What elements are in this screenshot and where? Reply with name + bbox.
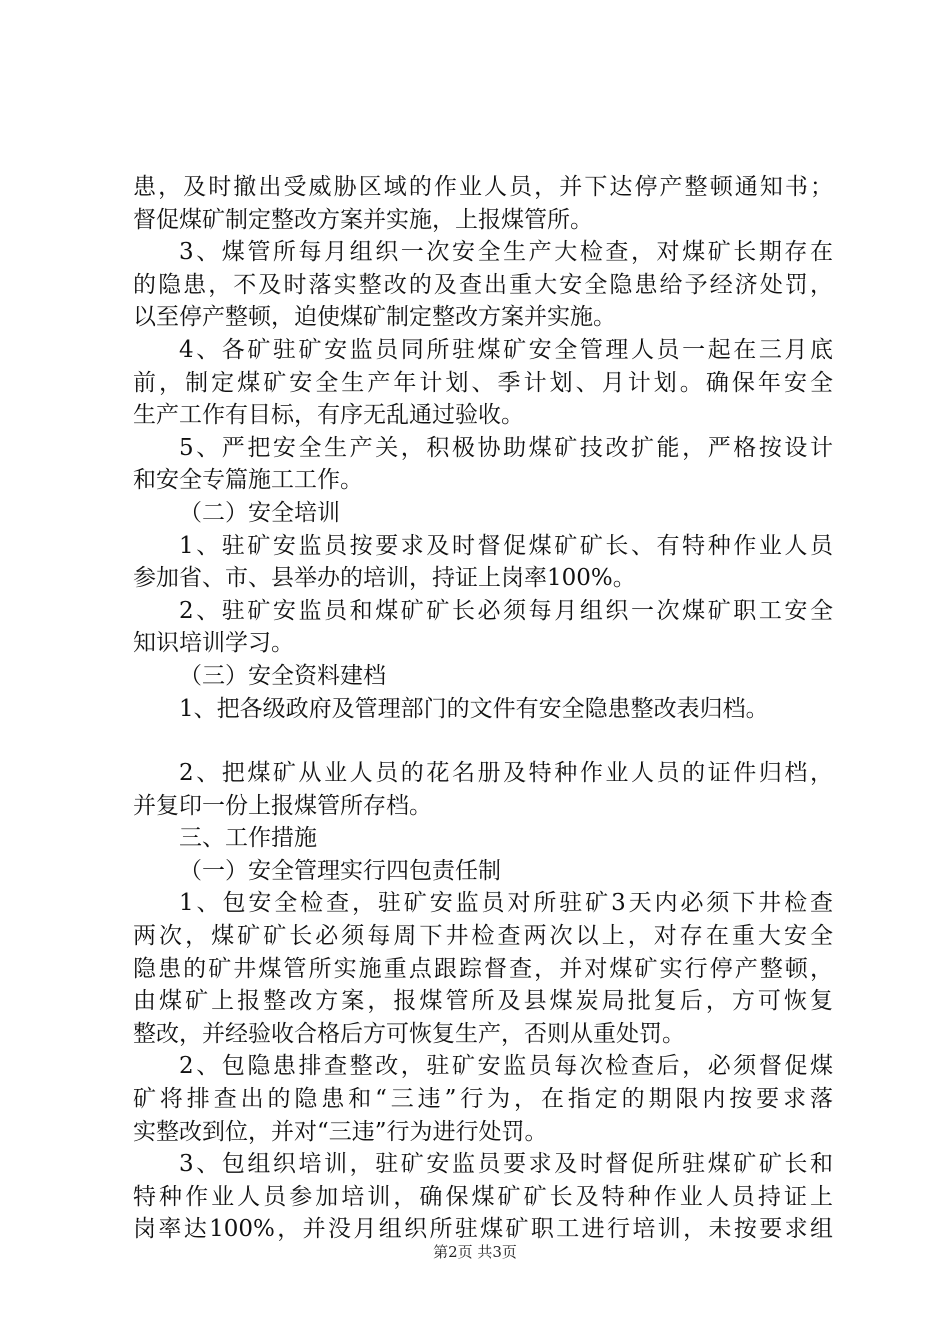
text-line: 3、包组织培训，驻矿安监员要求及时督促所驻煤矿矿长和	[179, 1151, 833, 1178]
text-line: 的隐患，不及时落实整改的及查出重大安全隐患给予经济处罚，	[133, 271, 833, 298]
text-line: 1、把各级政府及管理部门的文件有安全隐患整改表归档。	[179, 695, 769, 722]
text-line: 1、驻矿安监员按要求及时督促煤矿矿长、有特种作业人员	[179, 532, 833, 559]
text-line: 知识培训学习。	[133, 630, 294, 657]
text-line: 5、严把安全生产关，积极协助煤矿技改扩能，严格按设计	[179, 434, 833, 461]
text-line: 实整改到位，并对“三违”行为进行处罚。	[133, 1118, 548, 1145]
section-heading: （一）安全管理实行四包责任制	[179, 857, 501, 884]
text-line: 并复印一份上报煤管所存档。	[133, 792, 432, 819]
text-line: 2、包隐患排查整改，驻矿安监员每次检查后，必须督促煤	[179, 1053, 833, 1080]
text-line: 隐患的矿井煤管所实施重点跟踪督查，并对煤矿实行停产整顿，	[133, 955, 833, 982]
text-line: 两次，煤矿矿长必须每周下井检查两次以上，对存在重大安全	[133, 923, 833, 950]
text-line: 岗率达100%，并没月组织所驻煤矿职工进行培训，未按要求组	[133, 1216, 833, 1243]
text-line: 特种作业人员参加培训，确保煤矿矿长及特种作业人员持证上	[133, 1183, 833, 1210]
document-body	[133, 171, 833, 1246]
text-line: 整改，并经验收合格后方可恢复生产，否则从重处罚。	[133, 1020, 685, 1047]
text-line: 由煤矿上报整改方案，报煤管所及县煤炭局批复后，方可恢复	[133, 988, 833, 1015]
section-heading: 三、工作措施	[179, 825, 317, 852]
blank-line	[133, 725, 833, 757]
text-line: 和安全专篇施工工作。	[133, 467, 363, 494]
text-line: 生产工作有目标，有序无乱通过验收。	[133, 402, 524, 429]
text-line: 3、煤管所每月组织一次安全生产大检查，对煤矿长期存在	[179, 239, 833, 266]
text-line: 4、各矿驻矿安监员同所驻煤矿安全管理人员一起在三月底	[179, 336, 833, 363]
text-line: 前，制定煤矿安全生产年计划、季计划、月计划。确保年安全	[133, 369, 833, 396]
text-line: 督促煤矿制定整改方案并实施，上报煤管所。	[133, 206, 593, 233]
text-line: 2、把煤矿从业人员的花名册及特种作业人员的证件归档，	[179, 760, 833, 787]
text-line: 2、驻矿安监员和煤矿矿长必须每月组织一次煤矿职工安全	[179, 597, 833, 624]
page-number: 第2页 共3页	[433, 1243, 517, 1261]
section-heading: （三）安全资料建档	[179, 662, 386, 689]
text-line: 1、包安全检查，驻矿安监员对所驻矿3天内必须下井检查	[179, 890, 833, 917]
text-line: 以至停产整顿，迫使煤矿制定整改方案并实施。	[133, 304, 616, 331]
text-line: 矿将排查出的隐患和“三违”行为，在指定的期限内按要求落	[133, 1086, 833, 1113]
section-heading: （二）安全培训	[179, 499, 340, 526]
text-line: 患，及时撤出受威胁区域的作业人员，并下达停产整顿通知书；	[133, 174, 833, 200]
text-line: 参加省、市、县举办的培训，持证上岗率100%。	[133, 565, 636, 592]
